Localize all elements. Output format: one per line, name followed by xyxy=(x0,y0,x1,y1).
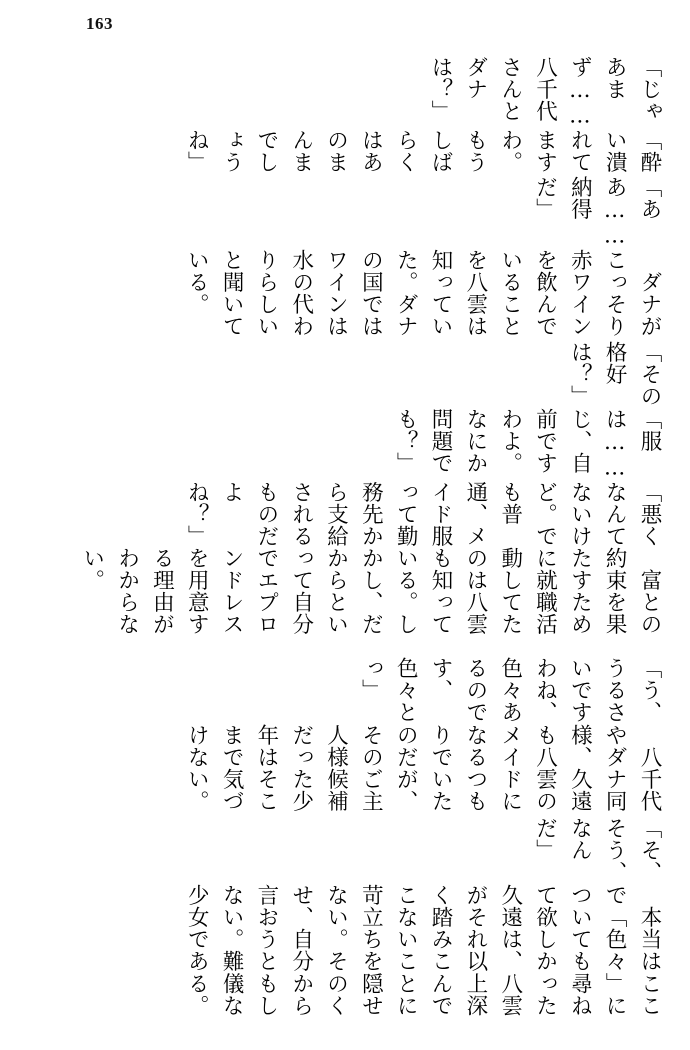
paragraph: 「う、うるさいですわね、色々あるのです、色々とっ」 xyxy=(358,657,662,724)
paragraph: 「服は……じ、自前ですわよ。なにか問題でも？」 xyxy=(393,407,662,481)
paragraph: 本当はここで「色々」についても尋ねて欲しかった久遠は、八雲がそれ以上深く踏みこんでこないことに苛立ちを隠せない。そのくせ、自分から言おうともしない。難儀な少女である。 xyxy=(184,883,662,1017)
paragraph: 「その格好は？」 xyxy=(567,341,662,408)
paragraph: 「ああ……納得だ」 xyxy=(532,176,662,250)
paragraph: 富との約束を果たすために就職活動してたのは八雲も知っている。しかし、だからといって自分でエプロンドレスを用意する理由がわからない。 xyxy=(79,547,662,636)
body-text xyxy=(66,56,666,1024)
paragraph: 「悪くなんてないけど。でも普通、メイド服って勤務先から支給されるものだよね？」 xyxy=(184,480,662,548)
paragraph: 八千代やダナ同様、久遠も八雲のメイドになるつもりでいたのだが、そのご主人様候補だった少年はそこまで気づけない。 xyxy=(184,723,662,813)
paragraph: 「そ、そう、なんだ」 xyxy=(532,817,662,884)
paragraph: 「酔い潰れてますわ。もうしばらくはあのまんまでしょうね」 xyxy=(184,129,662,174)
paragraph: ダナがこっそり赤ワインを飲んでいることを八雲は知っていた。ダナの国ではワインは水の代わりらしいと聞いている。 xyxy=(184,249,662,338)
paragraph: 「じゃあまず……八千代さんとダナは？」 xyxy=(428,56,662,130)
page-number: 163 xyxy=(86,14,113,33)
